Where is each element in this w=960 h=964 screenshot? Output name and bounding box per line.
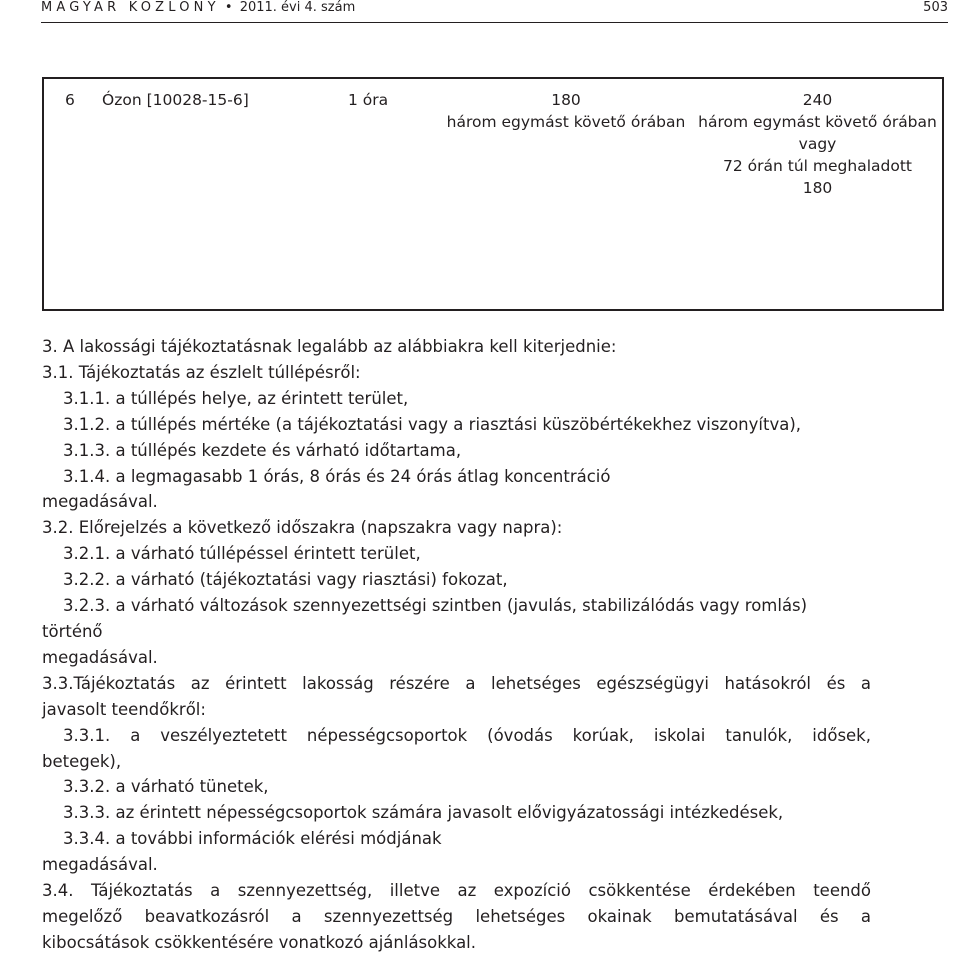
text-line: megadásával. xyxy=(42,855,158,875)
subsection-heading: 3.1. Tájékoztatás az észlelt túllépésről: xyxy=(42,362,361,382)
list-item: 3.1.4. a legmagasabb 1 órás, 8 órás és 24 órás átlag koncentráció xyxy=(63,466,611,486)
subsection-heading: 3.3.Tájékoztatás az érintett lakosság részére a lehetséges egészségügyi hatásokról és a xyxy=(42,673,871,693)
subsection-heading: 3.2. Előrejelzés a következő időszakra (napszakra vagy napra): xyxy=(42,518,563,538)
alert-threshold-line: három egymást követő órában xyxy=(698,113,937,131)
list-item: 3.1.3. a túllépés kezdete és várható időtartama, xyxy=(63,440,462,460)
list-item: 3.3.2. a várható tünetek, xyxy=(63,777,269,797)
alert-threshold-line: 72 órán túl meghaladott xyxy=(723,157,912,175)
alert-threshold-line: 240 xyxy=(802,91,833,109)
header-rule xyxy=(41,22,948,23)
averaging-period: 1 óra xyxy=(348,91,389,109)
text-line: történő xyxy=(42,621,103,641)
list-item: 3.3.3. az érintett népességcsoportok számára javasolt elővigyázatossági intézkedések, xyxy=(63,803,784,823)
alert-threshold xyxy=(695,89,940,199)
subsection-heading: 3.4. Tájékoztatás a szennyezettség, illetve az expozíció csökkentése érdekében teendő xyxy=(42,881,871,901)
information-threshold-line: 180 xyxy=(551,91,581,109)
list-item: 3.3.4. a további információk elérési módjának xyxy=(63,829,442,849)
issue-label: 2011. évi 4. szám xyxy=(239,0,356,15)
list-item: 3.2.2. a várható (tájékoztatási vagy riasztási) fokozat, xyxy=(63,570,508,590)
body-text xyxy=(42,334,871,956)
row-number: 6 xyxy=(65,91,75,109)
section-heading: 3. A lakossági tájékoztatásnak legalább az alábbiakra kell kiterjednie: xyxy=(42,337,617,356)
text-line: betegek), xyxy=(42,751,122,771)
alert-threshold-line: vagy xyxy=(798,135,837,153)
header-left xyxy=(41,0,355,16)
publication-title: MAGYAR KÖZLÖNY xyxy=(41,0,220,15)
page-header xyxy=(41,0,948,24)
text-line: megadásával. xyxy=(42,492,158,512)
information-threshold-line: három egymást követő órában xyxy=(446,113,686,131)
list-item: 3.2.3. a várható változások szennyezettségi szintben (javulás, stabilizálódás vagy romlás) xyxy=(63,596,808,616)
alert-threshold-line: 180 xyxy=(802,179,833,197)
header-bullet: • xyxy=(224,0,233,15)
text-line: javasolt teendőkről: xyxy=(42,699,206,719)
text-line: megelőző beavatkozásról a szennyezettség lehetséges okainak bemutatásával és a xyxy=(42,906,871,926)
list-item: 3.2.1. a várható túllépéssel érintett terület, xyxy=(63,544,421,564)
page-number: 503 xyxy=(923,0,948,15)
information-threshold xyxy=(436,89,696,133)
limit-table xyxy=(42,77,944,311)
text-line: kibocsátások csökkentésére vonatkozó ajánlásokkal. xyxy=(42,932,477,952)
text-line: megadásával. xyxy=(42,647,158,667)
list-item: 3.3.1. a veszélyeztetett népességcsoportok (óvodás korúak, iskolai tanulók, idősek, xyxy=(63,725,871,745)
list-item: 3.1.2. a túllépés mértéke (a tájékoztatási vagy a riasztási küszöbértékekhez viszonyítva), xyxy=(63,414,802,434)
list-item: 3.1.1. a túllépés helye, az érintett terület, xyxy=(63,388,409,408)
substance-name: Ózon [10028-15-6] xyxy=(102,91,249,109)
